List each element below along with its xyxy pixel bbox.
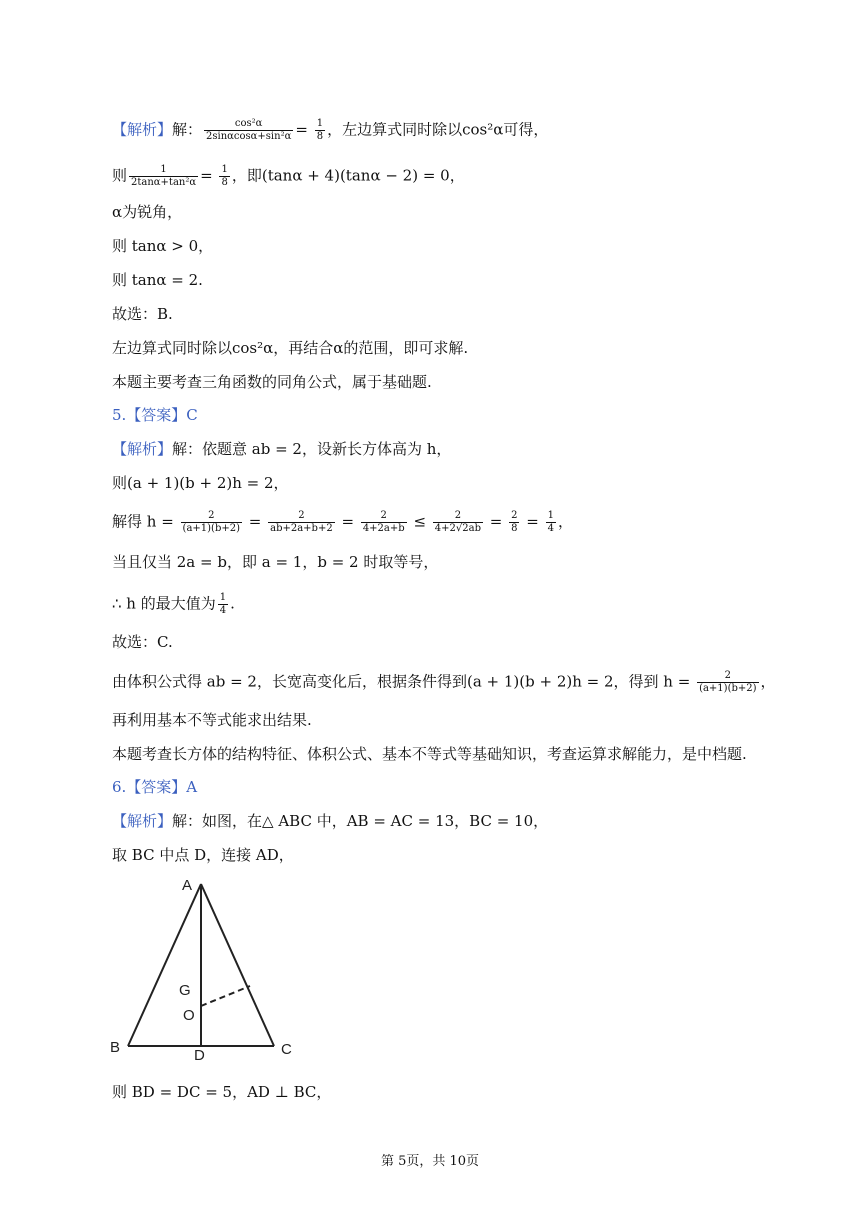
q5-analysis-line-4: 当且仅当 2a = b，即 a = 1，b = 2 时取等号， [112, 553, 439, 571]
q5-analysis-line-9: 本题考查长方体的结构特征、体积公式、基本不等式等基础知识，考查运算求解能力，是中档题. [112, 745, 747, 763]
q5-analysis-line-8: 再利用基本不等式能求出结果. [112, 711, 312, 729]
q5-analysis-line-1: 【解析】解：依题意 ab = 2，设新长方体高为 h， [112, 440, 452, 458]
fraction: $\frac{2}{ab+2a+b+2}$ [270, 510, 333, 534]
q4-analysis-line-4: 则 tanα > 0， [112, 237, 214, 255]
side-ac [201, 884, 274, 1046]
label-o: O [183, 1007, 195, 1024]
label-d: D [194, 1047, 205, 1061]
q4-analysis-line-3: α为锐角， [112, 203, 183, 221]
label-b: B [110, 1039, 121, 1056]
q6-analysis-line-2: 取 BC 中点 D，连接 AD， [112, 846, 294, 864]
q5-analysis-line-2: 则(a + 1)(b + 2)h = 2， [112, 474, 289, 492]
q4-analysis-line-6: 故选：B. [112, 305, 173, 323]
analysis-tag: 【解析】 [112, 812, 173, 830]
q4-analysis-line-5: 则 tanα = 2. [112, 271, 203, 289]
fraction: $\frac{1}{8}$ [221, 164, 228, 188]
fraction: $\frac{1}{8}$ [316, 118, 324, 142]
label-c: C [281, 1041, 292, 1058]
fraction: $\frac{2}{(a+1)(b+2)}$ [182, 510, 240, 534]
fraction: $\frac{2}{8}$ [511, 510, 518, 534]
q5-analysis-line-6: 故选：C. [112, 633, 173, 651]
q5-answer: 5.【答案】C [112, 406, 198, 424]
q6-analysis-line-1: 【解析】解：如图，在△ ABC 中，AB = AC = 13，BC = 10， [112, 812, 549, 830]
q5-analysis-line-7: 由体积公式得 ab = 2，长宽高变化后，根据条件得到(a + 1)(b + 2)h = 2，得到 h = $\frac{2}{(a+1)(b+2)}$ ， [112, 670, 776, 694]
fraction: $\frac{2}{4+2√2ab}$ [434, 510, 481, 534]
analysis-tag: 【解析】 [112, 120, 173, 139]
analysis-tag: 【解析】 [112, 440, 173, 458]
dashed-segment [201, 986, 250, 1006]
label-g: G [179, 982, 191, 999]
triangle-figure [108, 876, 308, 1061]
q6-analysis-line-3: 则 BD = DC = 5，AD ⊥ BC， [112, 1083, 332, 1101]
q4-analysis-line-2: 则 $\frac{1}{\text{2tanα+tan²α}}$ = $\frac{1}{8}$ ，即(tanα + 4)(tanα − 2) = 0， [112, 164, 465, 188]
fraction: $\frac{1}{\text{2tanα+tan²α}}$ [131, 164, 197, 188]
fraction: $\frac{\text{cos²α}}{\text{2sinαcosα+sin²α}}$ [206, 118, 292, 142]
fraction: $\frac{2}{4+2a+b}$ [362, 510, 405, 534]
fraction: $\frac{1}{4}$ [547, 510, 554, 534]
q5-analysis-line-5: ∴ h 的最大值为 $\frac{1}{4}$ . [112, 592, 235, 616]
q4-analysis-line-1: 【解析】解： $\frac{\text{cos²α}}{\text{2sinαcosα+sin²α}}$ = $\frac{1}{8}$ ，左边算式同时除以cos²α可得， [112, 118, 549, 142]
fraction: $\frac{1}{4}$ [219, 592, 227, 616]
q5-analysis-line-3: 解得 h = $\frac{2}{(a+1)(b+2)}$ = $\frac{2}{ab+2a+b+2}$ = $\frac{2}{4+2a+b}$ ≤ $\frac{2}{4+2√2ab}$ = $\frac{2}{8}$ = $\frac{1}{4}$ ， [112, 510, 573, 534]
q4-analysis-line-8: 本题主要考查三角函数的同角公式，属于基础题. [112, 373, 432, 391]
page-footer: 第 5页，共 10页 [380, 1154, 480, 1169]
fraction: $\frac{2}{(a+1)(b+2)}$ [699, 670, 757, 694]
q6-answer: 6.【答案】A [112, 778, 198, 796]
label-a: A [182, 877, 193, 894]
q4-analysis-line-7: 左边算式同时除以cos²α，再结合α的范围，即可求解. [112, 339, 469, 357]
